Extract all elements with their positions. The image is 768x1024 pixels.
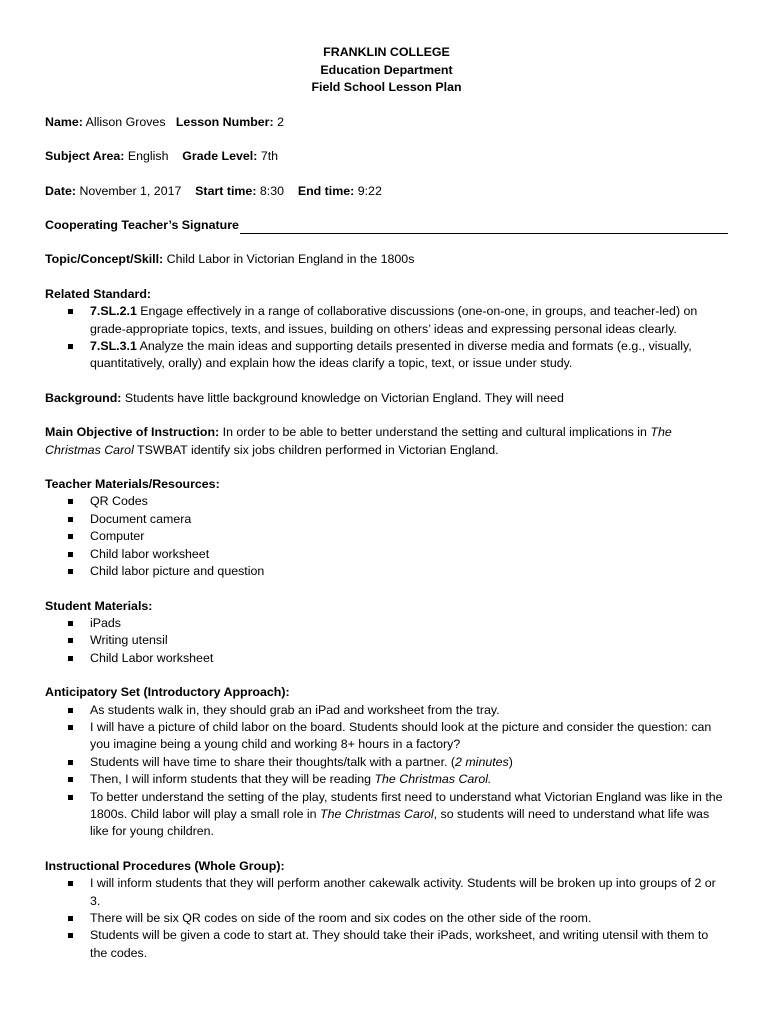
document-header: [45, 44, 728, 97]
lesson-number-label: Lesson Number:: [175, 114, 274, 129]
main-objective-section: [45, 424, 728, 459]
list-item: Document camera: [45, 511, 728, 528]
student-materials-list: [45, 615, 728, 667]
name-value: Allison Groves: [85, 114, 166, 129]
list-item-text: To better understand the setting of the play, students first need to understand what Victorian England was like in the 1800s. Child labor will play a small role in: [90, 789, 723, 821]
list-item: Child labor worksheet: [45, 546, 728, 563]
student-materials-title: Student Materials:: [45, 598, 153, 613]
standard-code: 7.SL.2.1: [90, 304, 137, 319]
subject-area-value: English: [127, 149, 169, 164]
book-title: The Christmas Carol.: [374, 772, 492, 787]
related-standards-section: [45, 286, 728, 373]
list-item: I will inform students that they will perform another cakewalk activity. Students will be broken up into groups of 2 or 3.: [45, 875, 728, 910]
instructional-procedures-title: Instructional Procedures (Whole Group):: [45, 858, 285, 873]
lesson-number-value: 2: [277, 114, 284, 129]
list-item: As students walk in, they should grab an iPad and worksheet from the tray.: [45, 702, 728, 719]
list-item: [45, 771, 728, 788]
main-objective-text-end: TSWBAT identify six jobs children performed in Victorian England.: [137, 442, 499, 457]
end-time-value: 9:22: [357, 183, 382, 198]
list-item: Child Labor worksheet: [45, 650, 728, 667]
book-title: The Christmas Carol: [320, 806, 434, 821]
list-item: [45, 303, 728, 338]
signature-row: [45, 217, 728, 234]
list-item-text: Then, I will inform students that they will be reading: [90, 772, 371, 787]
teacher-materials-title: Teacher Materials/Resources:: [45, 477, 220, 492]
list-item: Child labor picture and question: [45, 563, 728, 580]
teacher-materials-list: [45, 493, 728, 580]
main-objective-title-italic: The Christmas Carol: [45, 425, 672, 457]
main-objective-text: In order to be able to better understand the setting and cultural implications in: [222, 425, 647, 440]
department-name: Education Department: [320, 62, 453, 77]
topic-value: Child Labor in Victorian England in the 1800s: [166, 252, 415, 267]
background-value: Students have little background knowledge on Victorian England. They will need: [124, 390, 564, 405]
list-item: QR Codes: [45, 493, 728, 510]
list-item: There will be six QR codes on side of the room and six codes on the other side of the room.: [45, 910, 728, 927]
anticipatory-set-list: [45, 702, 728, 841]
signature-line: [240, 221, 728, 234]
list-item: Writing utensil: [45, 632, 728, 649]
subject-row: [45, 148, 728, 165]
grade-level-label: Grade Level:: [182, 149, 258, 164]
list-item-text: I will have a picture of child labor on the board. Students should look at the picture and consider the question: can you imagine being a young child and working 8+ hours in a factory?: [90, 719, 712, 752]
end-time-label: End time:: [297, 183, 355, 198]
signature-label: Cooperating Teacher’s Signature: [45, 218, 239, 232]
list-item-text-end: ): [508, 754, 513, 769]
standards-list: [45, 303, 728, 373]
topic-row: [45, 251, 728, 268]
list-item: [45, 719, 728, 754]
subject-area-label: Subject Area:: [45, 149, 125, 164]
topic-label: Topic/Concept/Skill:: [45, 252, 164, 267]
list-item: [45, 789, 728, 841]
standard-text: Engage effectively in a range of collaborative discussions (one-on-one, in groups, and teacher-led) on grade-appropriate topics, texts, and issues, building on others’ ideas and expressing personal ideas clearly.: [90, 304, 698, 336]
list-item: Computer: [45, 528, 728, 545]
list-item: [45, 338, 728, 373]
instructional-procedures-section: [45, 858, 728, 962]
standard-code: 7.SL.3.1: [90, 339, 137, 354]
document-title: Field School Lesson Plan: [311, 80, 462, 95]
student-materials-section: [45, 598, 728, 668]
college-name: FRANKLIN COLLEGE: [323, 45, 450, 59]
background-row: [45, 390, 728, 407]
standard-text: Analyze the main ideas and supporting details presented in diverse media and formats (e.g., visually, quantitatively, orally) and explain how the ideas clarify a topic, text, or issue under study.: [90, 339, 692, 371]
list-item: iPads: [45, 615, 728, 632]
start-time-value: 8:30: [259, 183, 285, 198]
main-objective-label: Main Objective of Instruction:: [45, 425, 220, 440]
anticipatory-set-section: [45, 684, 728, 841]
background-label: Background:: [45, 390, 122, 405]
name-label: Name:: [45, 114, 83, 129]
list-item-text: Students will have time to share their thoughts/talk with a partner. (: [90, 754, 456, 769]
anticipatory-set-title: Anticipatory Set (Introductory Approach):: [45, 685, 290, 700]
list-item-text-end: , so students will need to understand what life was like for young children.: [90, 806, 710, 839]
start-time-label: Start time:: [195, 183, 257, 198]
date-row: [45, 183, 728, 200]
time-estimate: 2 minutes: [455, 754, 509, 769]
procedures-list: [45, 875, 728, 962]
list-item: Students will be given a code to start at. They should take their iPads, worksheet, and writing utensil with them to the codes.: [45, 927, 728, 962]
name-row: [45, 114, 728, 131]
date-label: Date:: [45, 183, 76, 198]
date-value: November 1, 2017: [79, 183, 182, 198]
teacher-materials-section: [45, 476, 728, 580]
related-standards-title: Related Standard:: [45, 286, 152, 301]
grade-level-value: 7th: [260, 149, 279, 164]
list-item: [45, 754, 728, 771]
